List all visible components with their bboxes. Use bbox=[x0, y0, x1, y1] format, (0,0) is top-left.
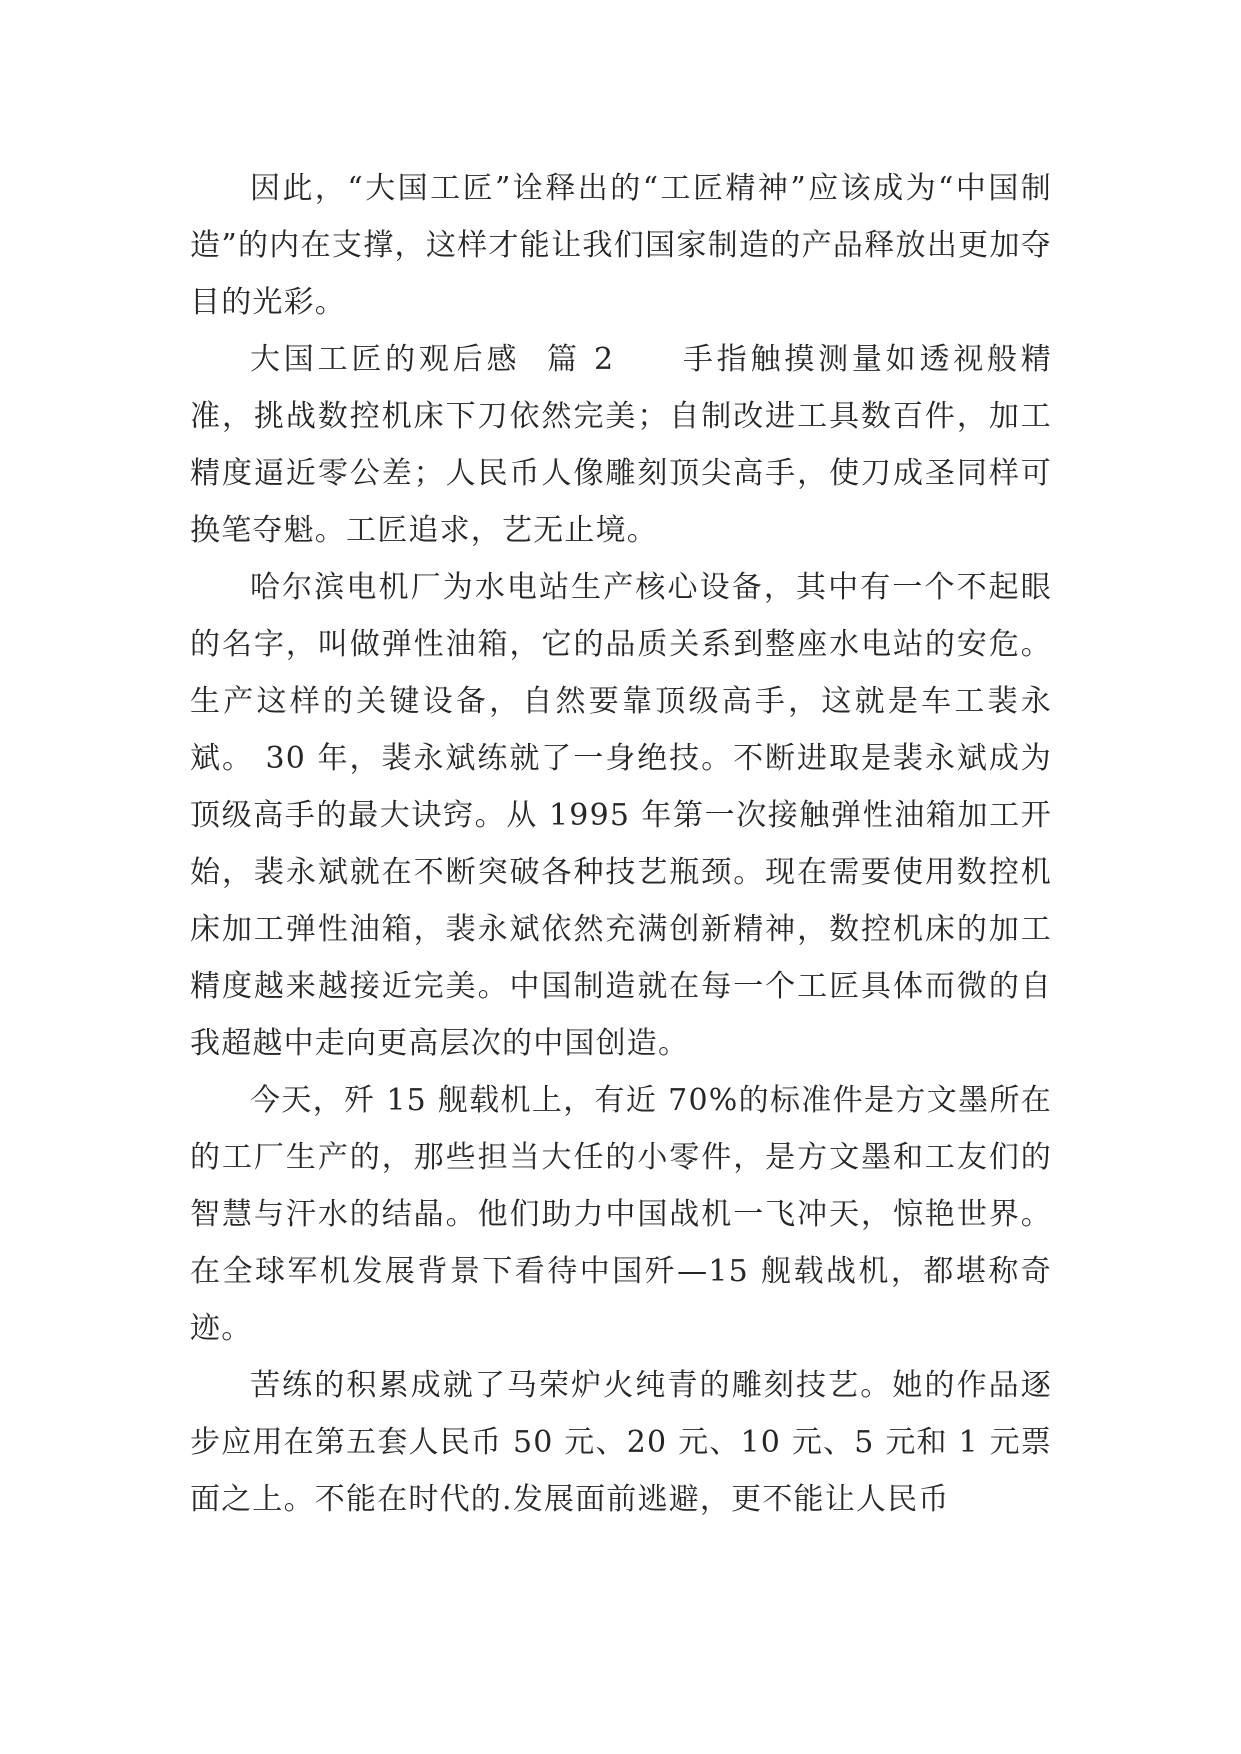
paragraph-intro: 因此，“大国工匠”诠释出的“工匠精神”应该成为“中国制造”的内在支撑，这样才能让我们国家制造的产品释放出更加夺目的光彩。 bbox=[190, 171, 1052, 320]
section-heading-paragraph bbox=[190, 331, 1052, 559]
paragraph-engraving: 苦练的积累成就了马荣炉火纯青的雕刻技艺。她的作品逐步应用在第五套人民币 50 元、20 元、10 元、5 元和 1 元票面之上。不能在时代的.发展面前逃避，更不能让人民币 bbox=[190, 1368, 1052, 1517]
section-title: 大国工匠的观后感 bbox=[250, 342, 521, 377]
paragraph-harbin: 哈尔滨电机厂为水电站生产核心设备，其中有一个不起眼的名字，叫做弹性油箱，它的品质关系到整座水电站的安危。生产这样的关键设备，自然要靠顶级高手，这就是车工裴永斌。 30 年，裴永斌练就了一身绝技。不断进取是裴永斌成为顶级高手的最大诀窍。从 1995 年第一次接触弹性油箱加工开始，裴永斌就在不断突破各种技艺瓶颈。现在需要使用数控机床加工弹性油箱，裴永斌依然充满创新精神，数控机床的加工精度越来越接近完美。中国制造就在每一个工匠具体而微的自我超越中走向更高层次的中国创造。 bbox=[190, 570, 1052, 1061]
section-text: 手指触摸测量如透视般精准，挑战数控机床下刀依然完美；自制改进工具数百件，加工精度逼近零公差；人民币人像雕刻顶尖高手，使刀成圣同样可换笔夺魁。工匠追求，艺无止境。 bbox=[190, 342, 1053, 548]
paragraph-j15: 今天，歼 15 舰载机上，有近 70%的标准件是方文墨所在的工厂生产的，那些担当大任的小零件，是方文墨和工友们的智慧与汗水的结晶。他们助力中国战机一飞冲天，惊艳世界。在全球军机发展背景下看待中国歼—15 舰载战机，都堪称奇迹。 bbox=[190, 1083, 1052, 1346]
document-body bbox=[190, 160, 1052, 1528]
section-label: 篇 2 bbox=[546, 342, 615, 377]
